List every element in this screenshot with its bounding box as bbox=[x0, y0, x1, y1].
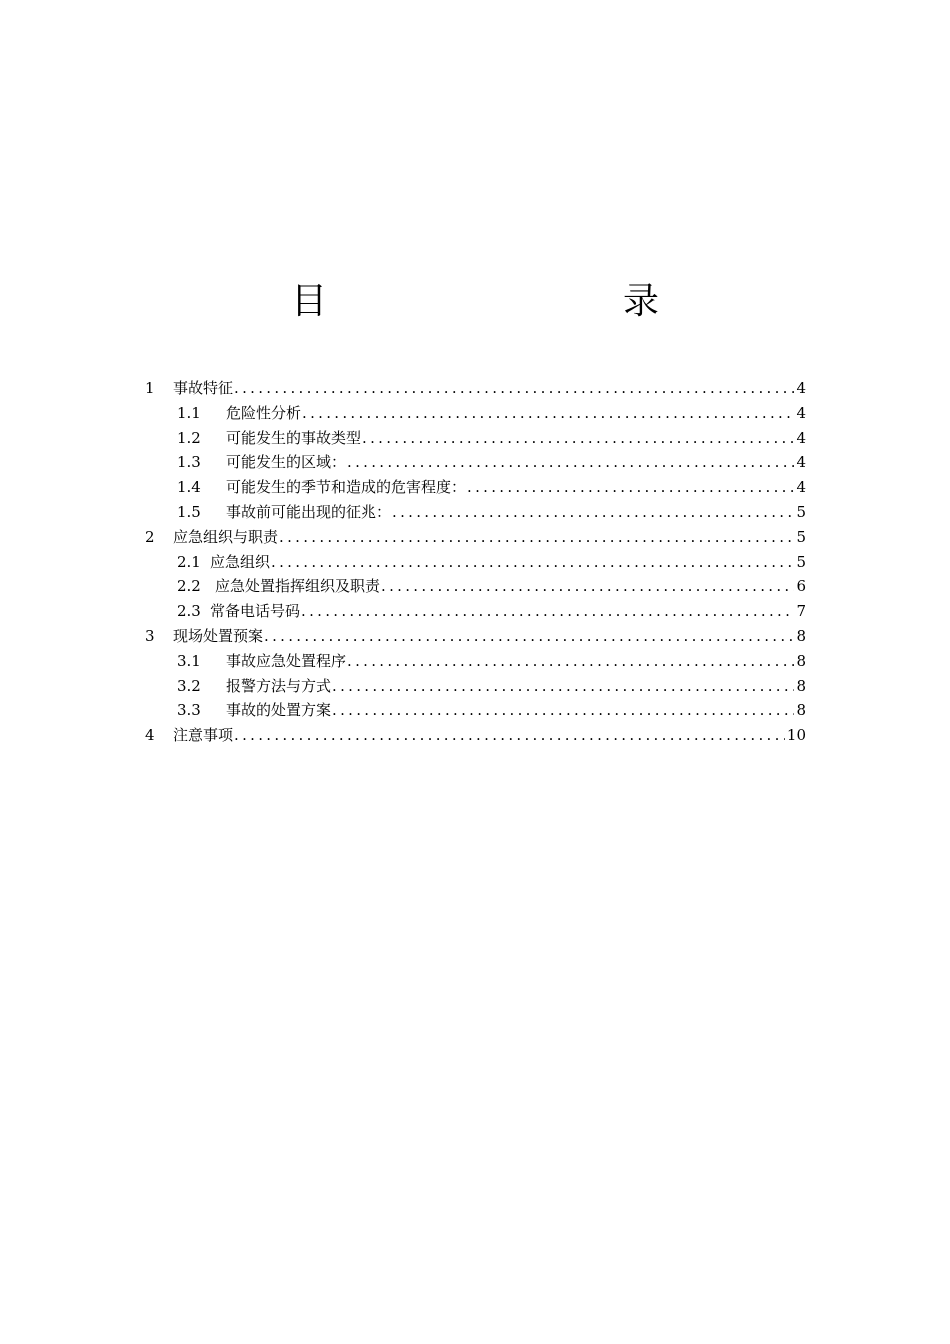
toc-dot-leader bbox=[264, 624, 794, 649]
toc-dot-leader bbox=[302, 401, 794, 426]
toc-entry-title: 应急组织与职责 bbox=[173, 527, 279, 546]
toc-dot-leader bbox=[362, 426, 794, 451]
toc-entry-page: 4 bbox=[796, 478, 806, 497]
toc-entry-title: 应急组织 bbox=[210, 552, 271, 571]
toc-entry-title: 注意事项 bbox=[173, 726, 234, 745]
toc-entry-page: 7 bbox=[796, 602, 806, 621]
toc-entry-number: 1.2 bbox=[177, 428, 201, 447]
toc-dot-leader bbox=[332, 674, 794, 699]
toc-entry-number: 3 bbox=[145, 626, 155, 645]
toc-entry-title: 可能发生的季节和造成的危害程度： bbox=[226, 478, 467, 497]
toc-entry-number: 1 bbox=[145, 379, 155, 397]
toc-entry-title: 事故的处置方案 bbox=[226, 701, 332, 720]
toc-entry-page: 10 bbox=[786, 726, 806, 745]
toc-entry-number: 4 bbox=[145, 726, 155, 745]
toc-entry[interactable] bbox=[145, 674, 806, 699]
toc-dot-leader bbox=[234, 723, 785, 748]
toc-entry-title: 事故前可能出现的征兆： bbox=[226, 502, 392, 521]
toc-entry-page: 8 bbox=[796, 676, 806, 695]
toc-dot-leader bbox=[381, 574, 794, 599]
toc-entry[interactable] bbox=[145, 599, 806, 624]
toc-dot-leader bbox=[347, 649, 794, 674]
toc-entry-page: 8 bbox=[796, 651, 806, 670]
table-of-contents bbox=[145, 376, 806, 748]
toc-entry[interactable] bbox=[145, 475, 806, 500]
toc-entry[interactable] bbox=[145, 426, 806, 451]
toc-dot-leader bbox=[301, 599, 794, 624]
toc-entry[interactable] bbox=[145, 525, 806, 550]
toc-dot-leader bbox=[392, 500, 794, 525]
toc-entry-number: 3.2 bbox=[177, 676, 201, 695]
toc-entry-title: 事故应急处置程序 bbox=[226, 651, 347, 670]
toc-entry[interactable] bbox=[145, 500, 806, 525]
toc-entry-page: 4 bbox=[796, 403, 806, 422]
toc-entry[interactable] bbox=[145, 450, 806, 475]
toc-entry-page: 6 bbox=[796, 577, 806, 596]
toc-entry[interactable] bbox=[145, 550, 806, 575]
toc-entry-page: 5 bbox=[796, 552, 806, 571]
toc-entry-number: 1.5 bbox=[177, 502, 201, 521]
toc-entry-page: 5 bbox=[796, 527, 806, 546]
toc-entry-number: 3.3 bbox=[177, 701, 201, 720]
toc-entry-page: 4 bbox=[796, 428, 806, 447]
toc-entry-page: 5 bbox=[796, 502, 806, 521]
toc-entry[interactable] bbox=[145, 401, 806, 426]
toc-entry-number: 2.3 bbox=[177, 602, 201, 621]
toc-dot-leader bbox=[347, 450, 794, 475]
toc-entry-title: 事故特征 bbox=[173, 379, 234, 397]
toc-entry[interactable] bbox=[145, 649, 806, 674]
toc-dot-leader bbox=[234, 376, 794, 401]
toc-dot-leader bbox=[467, 475, 794, 500]
toc-entry[interactable] bbox=[145, 624, 806, 649]
toc-dot-leader bbox=[279, 525, 794, 550]
toc-entry-title: 常备电话号码 bbox=[210, 602, 301, 621]
toc-entry-title: 危险性分析 bbox=[226, 403, 302, 422]
toc-entry-number: 3.1 bbox=[177, 651, 201, 670]
toc-entry-number: 1.3 bbox=[177, 453, 201, 472]
toc-entry-title: 应急处置指挥组织及职责 bbox=[215, 577, 381, 596]
toc-entry-page: 4 bbox=[796, 379, 806, 397]
toc-entry-number: 2.2 bbox=[177, 577, 201, 596]
toc-entry[interactable] bbox=[145, 574, 806, 599]
toc-dot-leader bbox=[332, 698, 794, 723]
toc-entry-number: 1.1 bbox=[177, 403, 201, 422]
toc-entry[interactable] bbox=[145, 698, 806, 723]
toc-entry-title: 可能发生的区域： bbox=[226, 453, 347, 472]
toc-entry-number: 2 bbox=[145, 527, 155, 546]
toc-entry-page: 8 bbox=[796, 701, 806, 720]
toc-dot-leader bbox=[271, 550, 794, 575]
toc-entry-page: 8 bbox=[796, 626, 806, 645]
toc-entry-page: 4 bbox=[796, 453, 806, 472]
toc-entry-title: 现场处置预案 bbox=[173, 626, 264, 645]
toc-entry-number: 1.4 bbox=[177, 478, 201, 497]
toc-entry[interactable] bbox=[145, 376, 806, 401]
toc-entry-number: 2.1 bbox=[177, 552, 201, 571]
page-title: 目 录 bbox=[290, 281, 789, 322]
toc-entry-title: 报警方法与方式 bbox=[226, 676, 332, 695]
toc-entry[interactable] bbox=[145, 723, 806, 748]
toc-entry-title: 可能发生的事故类型 bbox=[226, 428, 362, 447]
